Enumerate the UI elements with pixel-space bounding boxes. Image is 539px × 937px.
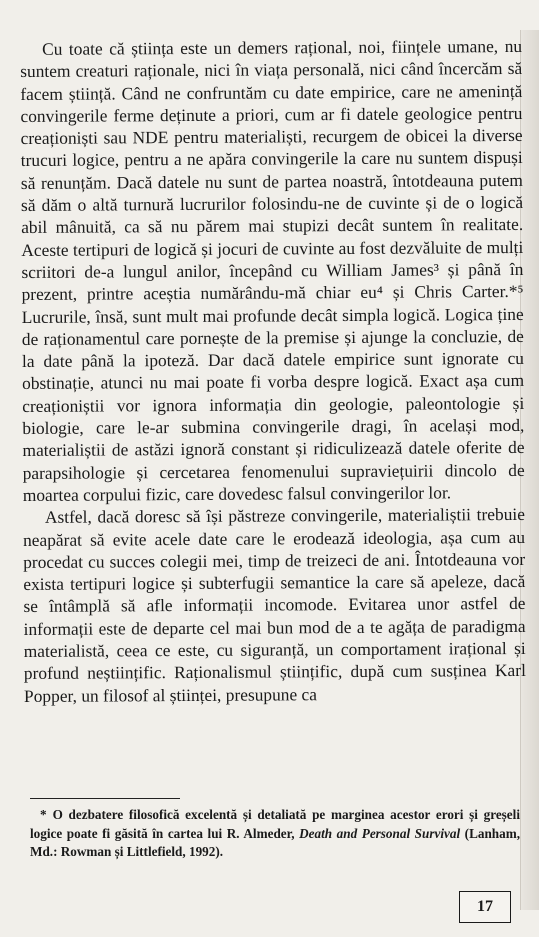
paragraph-1: Cu toate că știința este un demers rațional, noi, ființele umane, nu suntem creaturi raționale, nici în viața personală, nici când încercăm să facem știință. Când ne confruntăm cu date empirice, care ne amenință convingerile ferme deținute a priori, cum ar fi datele geologice pentru creaționiști sau NDE pentru materialiști, recurgem de obicei la diverse trucuri logice, pentru a ne apăra convingerile la care nu suntem dispuși să renunțăm. Dacă datele nu sunt de partea noastră, întotdeauna putem să dăm o altă turnură lucrurilor folosindu-ne de cuvinte și de o logică abil mânuită, ca să nu părem mai stupizi decât suntem în realitate. Aceste tertipuri de logică și jocuri de cuvinte au fost dezvăluite de mulți scriitori de-a lungul anilor, începând cu William James³ și până în prezent, printre aceștia numărându-mă chiar eu⁴ și Chris Carter.*⁵ Lucrurile, însă, sunt mult mai profunde decât simpla logică. Logica ține de raționamentul care pornește de la premise și ajunge la concluzie, de la date până la ipoteză. Dar dacă datele empirice sunt ignorate cu obstinație, atunci nu mai poate fi vorba despre logică. Exact așa cum creaționiștii vor ignora informația din geologie, paleontologie și biologie, care le-ar submina convingerile dragi, în același mod, materialiștii de astăzi ignoră constant și ridiculizează datele oferite de parapsihologie și cercetarea fenomenului supraviețuirii dincolo de moartea corpului fizic, care dovedesc falsul convingerilor lor. [20, 35, 525, 505]
footnote-book-title: Death and Personal Survival [299, 825, 461, 841]
paragraph-2: Astfel, dacă doresc să își păstreze convingerile, materialiștii trebuie neapărat să evite acele date care le erodează ideologia, așa cum au procedat cu succes colegii mei, timp de treizeci de ani. Întotdeauna vor exista tertipuri logice și subterfugii semantice la care să apeleze, dacă se întâmplă să afle informații incomode. Evitarea unor astfel de informații este de departe cel mai bun mod de a te agăța de paradigma materialistă, ceea ce este, cu siguranță, un comportament irațional și profund neștiințific. Raționalismul științific, după cum susținea Karl Popper, un filosof al științei, presupune ca [23, 504, 526, 706]
body-text [20, 35, 526, 707]
footnote-marker: * [40, 807, 47, 822]
footnote-divider [30, 798, 180, 799]
page-number: 17 [459, 891, 511, 923]
footnote-text-before: O dezbatere filosofică excelentă și detaliată pe marginea acestor erori și greșeli logice poate fi găsită în cartea lui R. Almeder, [30, 807, 520, 841]
footnote-text-after: (Lanham, Md.: Rowman și Littlefield, 1992). [30, 825, 520, 860]
footnote [30, 806, 520, 862]
